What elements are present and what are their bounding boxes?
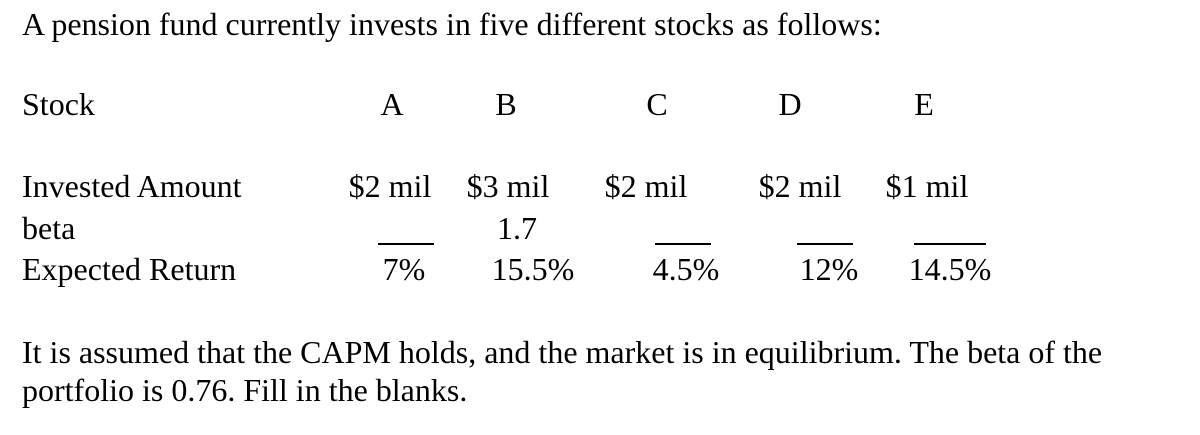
stock-e-header: E xyxy=(914,86,934,122)
stock-row-label: Stock xyxy=(22,86,95,122)
stock-c-expected-return: 4.5% xyxy=(652,251,720,287)
beta-row-label: beta xyxy=(22,210,76,246)
stock-c-header: C xyxy=(646,86,668,122)
stock-e-expected-return: 14.5% xyxy=(908,251,992,287)
stock-a-beta-blank[interactable] xyxy=(378,243,434,245)
stock-b-header: B xyxy=(495,86,517,122)
stock-d-beta-blank[interactable] xyxy=(797,243,853,245)
closing-instructions: It is assumed that the CAPM holds, and the market is in equilibrium. The beta of the portfolio is 0.76. Fill in the blanks. xyxy=(22,334,1103,408)
invested-amount-row-label: Invested Amount xyxy=(22,168,242,204)
stock-a-expected-return: 7% xyxy=(382,251,426,287)
stock-a-invested-amount: $2 mil xyxy=(348,168,432,204)
stock-b-invested-amount: $3 mil xyxy=(466,168,550,204)
stock-d-invested-amount: $2 mil xyxy=(758,168,842,204)
stock-b-expected-return: 15.5% xyxy=(491,251,575,287)
stock-c-invested-amount: $2 mil xyxy=(604,168,688,204)
expected-return-row-label: Expected Return xyxy=(22,251,237,287)
intro-text: A pension fund currently invests in five different stocks as follows: xyxy=(22,6,882,42)
stock-a-header: A xyxy=(380,86,404,122)
stock-c-beta-blank[interactable] xyxy=(655,243,711,245)
stock-d-expected-return: 12% xyxy=(799,251,859,287)
stock-e-beta-blank[interactable] xyxy=(914,243,986,245)
stock-b-beta: 1.7 xyxy=(497,210,537,246)
stock-e-invested-amount: $1 mil xyxy=(885,168,969,204)
stock-d-header: D xyxy=(778,86,802,122)
